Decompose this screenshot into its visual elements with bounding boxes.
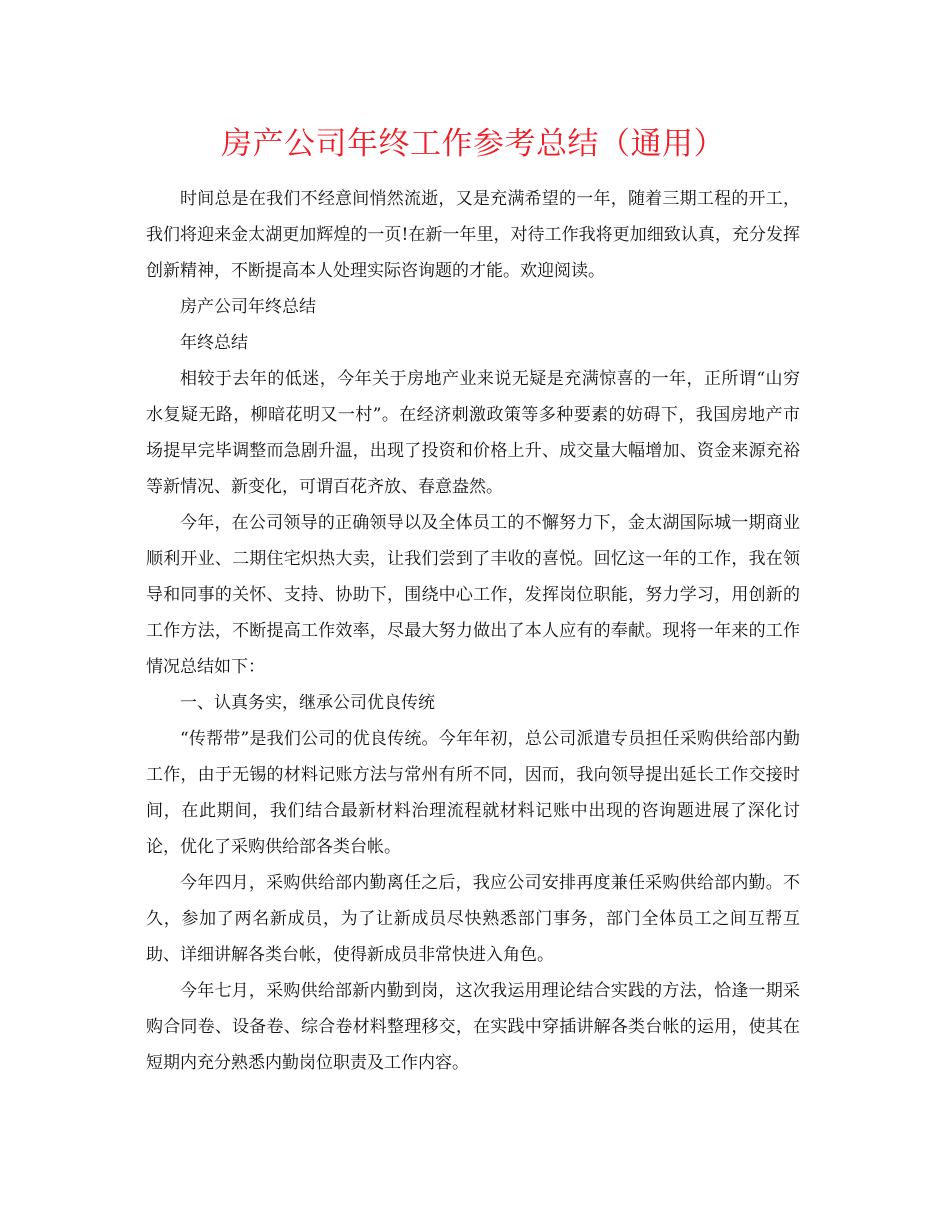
section-heading-1: 一、认真务实，继承公司优良传统: [180, 693, 435, 713]
document-page: [146, 118, 800, 1081]
paragraph-market: 相较于去年的低迷，今年关于房地产业来说无疑是充满惊喜的一年，正所谓“山穷水复疑无路，柳暗花明又一村”。在经济刺激政策等多种要素的妨碍下，我国房地产市场提早完毕调整而急剧升温，出现了投资和价格上升、成交量大幅增加、资金来源充裕等新情况、新变化，可谓百花齐放、春意盎然。: [146, 369, 800, 497]
document-body: [146, 181, 800, 1081]
paragraph-april: 今年四月，采购供给部内勤离任之后，我应公司安排再度兼任采购供给部内勤。不久，参加了两名新成员，为了让新成员尽快熟悉部门事务，部门全体员工之间互帮互助、详细讲解各类台帐，使得新成员非常快进入角色。: [146, 873, 800, 965]
paragraph-achievements: 今年，在公司领导的正确领导以及全体员工的不懈努力下，金太湖国际城一期商业顺利开业、二期住宅炽热大卖，让我们尝到了丰收的喜悦。回忆这一年的工作，我在领导和同事的关怀、支持、协助下，围绕中心工作，发挥岗位职能，努力学习，用创新的工作方法，不断提高工作效率，尽最大努力做出了本人应有的奉献。现将一年来的工作情况总结如下：: [146, 513, 800, 677]
paragraph-heading: 年终总结: [180, 333, 248, 353]
document-title: 房产公司年终工作参考总结（通用）: [221, 126, 725, 162]
paragraph-tradition: “传帮带”是我们公司的优良传统。今年年初，总公司派遣专员担任采购供给部内勤工作，由于无锡的材料记账方法与常州有所不同，因而，我向领导提出延长工作交接时间，在此期间，我们结合最新材料治理流程就材料记账中出现的咨询题进展了深化讨论，优化了采购供给部各类台帐。: [146, 729, 800, 857]
paragraph-july: 今年七月，采购供给部新内勤到岗，这次我运用理论结合实践的方法，恰逢一期采购合同卷、设备卷、综合卷材料整理移交，在实践中穿插讲解各类台帐的运用，使其在短期内充分熟悉内勤岗位职责及工作内容。: [146, 981, 800, 1073]
paragraph-subtitle: 房产公司年终总结: [180, 297, 316, 317]
paragraph-intro: 时间总是在我们不经意间悄然流逝，又是充满希望的一年，随着三期工程的开工，我们将迎来金太湖更加辉煌的一页!在新一年里，对待工作我将更加细致认真，充分发挥创新精神，不断提高本人处理实际咨询题的才能。欢迎阅读。: [146, 189, 800, 281]
